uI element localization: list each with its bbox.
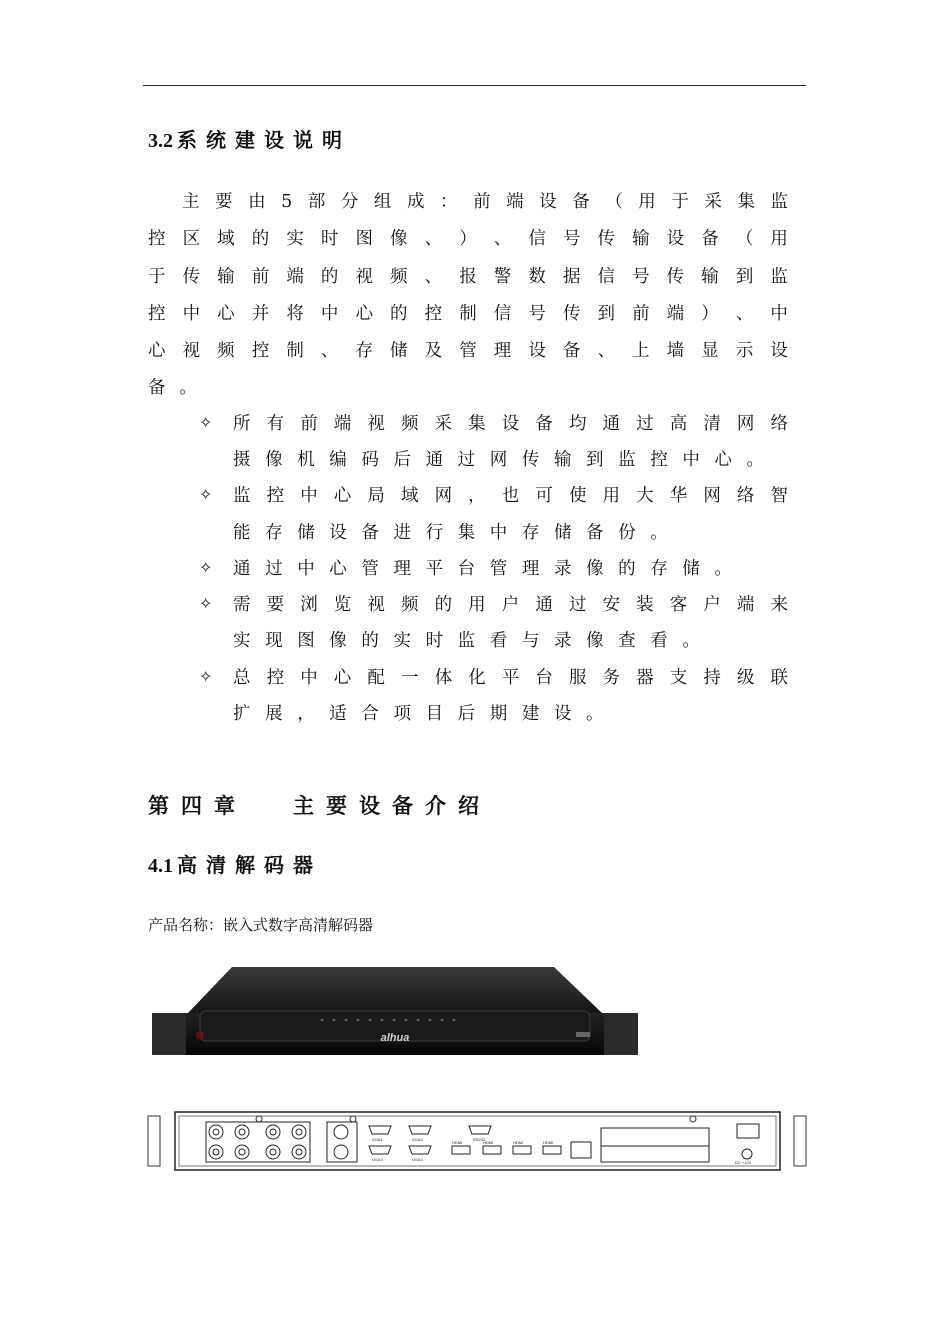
paragraph-line: 于 传 输 前 端 的 视 频 、 报 警 数 据 信 号 传 输 到 监 — [148, 266, 788, 287]
bullet-continuation — [199, 694, 788, 730]
bullet-text: 通 过 中 心 管 理 平 台 管 理 录 像 的 存 储 。 — [233, 558, 732, 579]
bullet-item — [199, 658, 788, 694]
chapter-heading: 第四章 主要设备介绍 — [148, 793, 491, 818]
bullet-text: 监 控 中 心 局 域 网 ， 也 可 使 用 大 华 网 络 智 — [233, 486, 788, 507]
bullet-text: 摄 像 机 编 码 后 通 过 网 传 输 到 监 控 中 心 。 — [233, 449, 764, 470]
rear-port-label: HDMI — [513, 1140, 524, 1145]
product-caption: 产品名称：嵌入式数字高清解码器 — [148, 916, 374, 934]
bullet-continuation — [199, 513, 788, 549]
decoder-rear-image — [147, 1110, 807, 1172]
bullet-item — [199, 404, 788, 440]
bullet-marker-icon: ✧ — [199, 594, 213, 614]
power-label: DC +12V — [735, 1160, 752, 1165]
section-heading-4-1: 4.1 高清解码器 — [148, 853, 322, 877]
bullet-marker-icon: ✧ — [199, 666, 213, 686]
bullet-item — [199, 477, 788, 513]
bullet-marker-icon: ✧ — [199, 412, 213, 432]
bullet-continuation — [199, 440, 788, 476]
bullet-item — [199, 585, 788, 621]
bullet-text: 扩 展 ， 适 合 项 目 后 期 建 设 。 — [233, 704, 604, 725]
brand-logo: alhua — [380, 1032, 410, 1044]
paragraph-line: 主 要 由 5 部 分 组 成 ： 前 端 设 备 （ 用 于 采 集 监 — [182, 192, 788, 212]
rear-port-label: VGA2 — [412, 1137, 423, 1142]
paragraph-line: 心 视 频 控 制 、 存 储 及 管 理 设 备 、 上 墙 显 示 设 — [148, 341, 788, 362]
rear-port-label: VGA3 — [372, 1157, 383, 1162]
rear-port-label: RS232 — [473, 1137, 486, 1142]
header-rule — [143, 85, 806, 86]
bullet-text: 总 控 中 心 配 一 体 化 平 台 服 务 器 支 持 级 联 — [233, 667, 788, 688]
paragraph-line: 控 中 心 并 将 中 心 的 控 制 信 号 传 到 前 端 ） 、 中 — [148, 303, 788, 324]
rear-port-label: HDMI — [452, 1140, 463, 1145]
bullet-marker-icon: ✧ — [199, 485, 213, 505]
intro-paragraph — [148, 184, 788, 408]
bullet-text: 能 存 储 设 备 进 行 集 中 存 储 备 份 。 — [233, 522, 668, 543]
bullet-marker-icon: ✧ — [199, 557, 213, 577]
bullet-continuation — [199, 622, 788, 658]
rear-port-label: VGA4 — [412, 1157, 423, 1162]
rear-port-label: VGA1 — [372, 1137, 383, 1142]
rear-port-label: HDMI — [543, 1140, 554, 1145]
rear-port-label: HDMI — [483, 1140, 494, 1145]
bullet-list — [199, 404, 788, 731]
bullet-text: 需 要 浏 览 视 频 的 用 户 通 过 安 装 客 户 端 来 — [233, 595, 788, 616]
decoder-front-image — [152, 965, 638, 1057]
paragraph-line: 备 。 — [148, 378, 197, 399]
paragraph-line: 控 区 域 的 实 时 图 像 、 ） 、 信 号 传 输 设 备 （ 用 — [148, 229, 788, 250]
bullet-text: 所 有 前 端 视 频 采 集 设 备 均 通 过 高 清 网 络 — [233, 413, 788, 434]
section-heading-3-2: 3.2 系统建设说明 — [148, 128, 351, 152]
bullet-item — [199, 549, 788, 585]
bullet-text: 实 现 图 像 的 实 时 监 看 与 录 像 查 看 。 — [233, 631, 700, 652]
